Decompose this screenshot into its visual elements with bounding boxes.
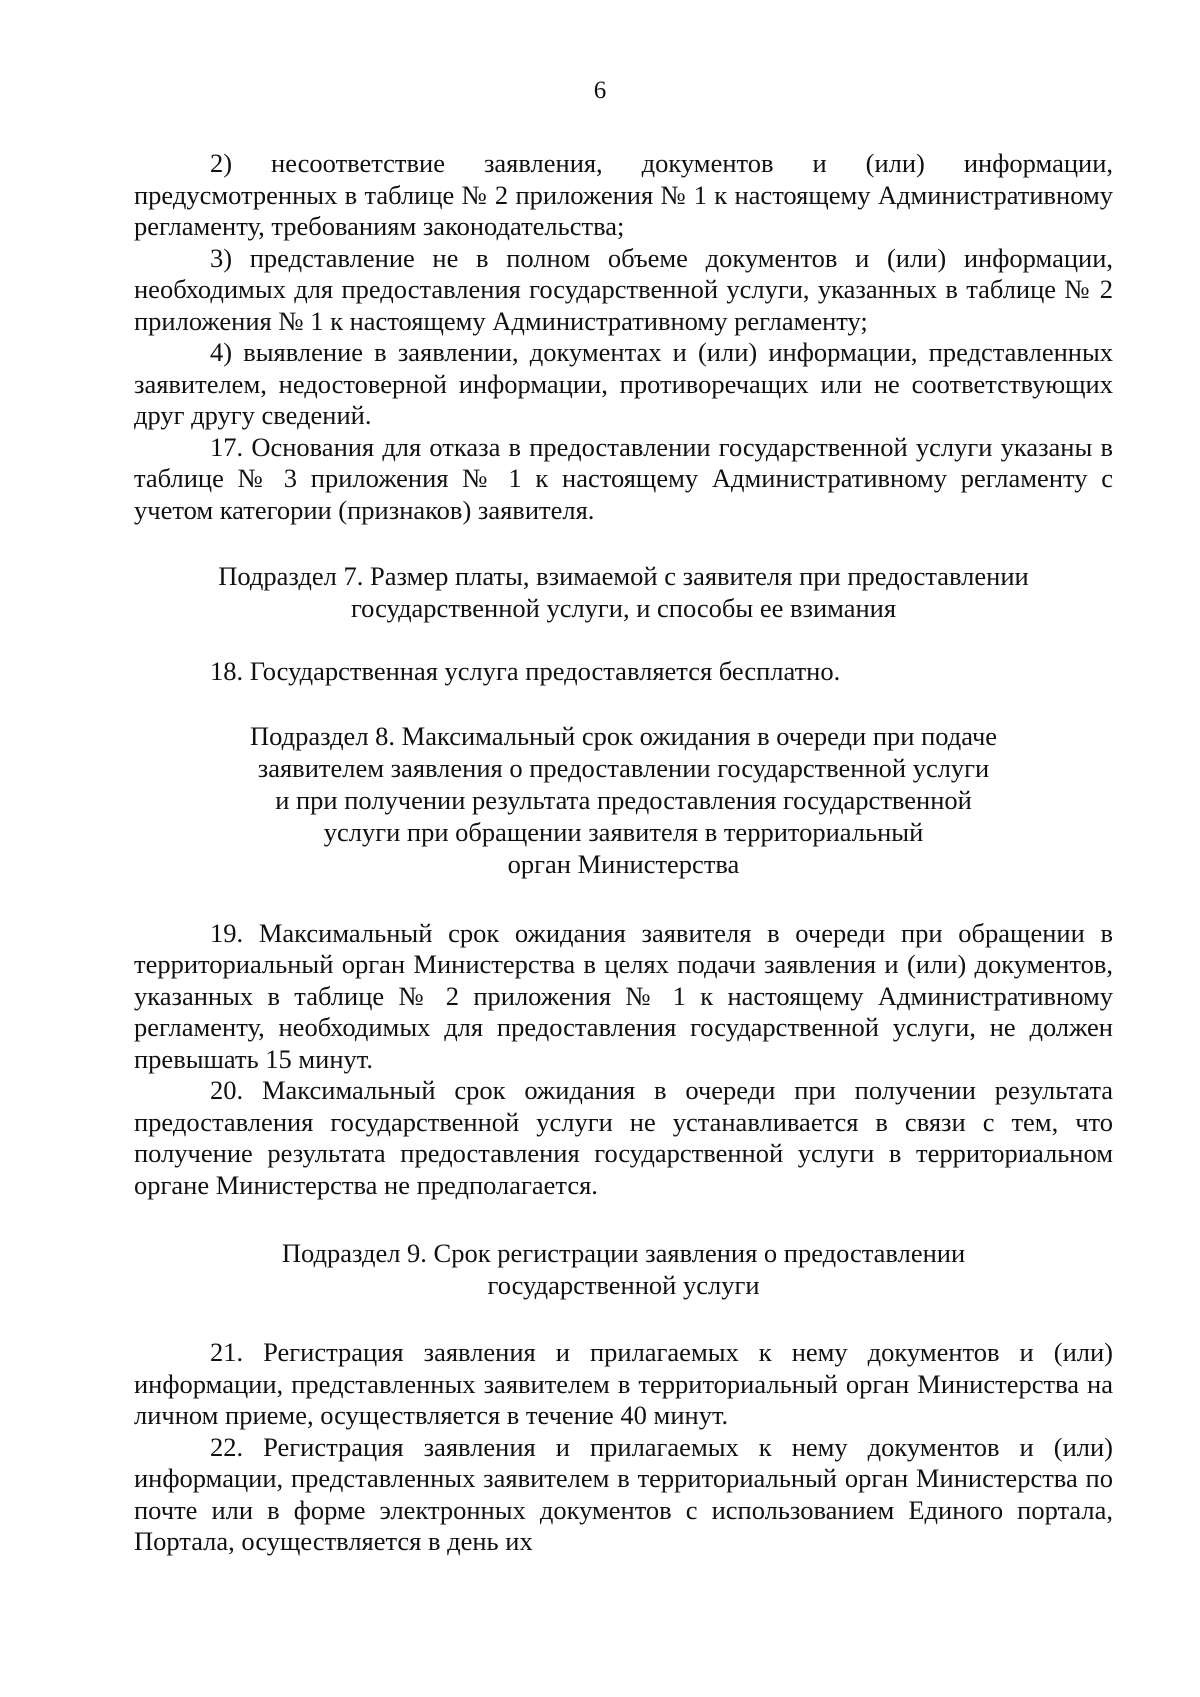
paragraph-21: 21. Регистрация заявления и прилагаемых к нему документов и (или) информации, представленных заявителем в территориальный орган Министерства на личном приеме, осуществляется в течение 40 минут. [134, 1337, 1113, 1430]
document-body [134, 148, 1113, 1558]
heading-line: заявителем заявления о предоставлении государственной услуги [257, 752, 990, 783]
heading-line: государственной услуги [487, 1270, 760, 1300]
paragraph-item-4: 4) выявление в заявлении, документах и (или) информации, представленных заявителем, недостоверной информации, противоречащих или не соответствующих друг другу сведений. [134, 337, 1113, 430]
paragraph-17: 17. Основания для отказа в предоставлении государственной услуги указаны в таблице № 3 приложения № 1 к настоящему Административному регламенту с учетом категории (признаков) заявителя. [134, 431, 1113, 525]
subsection-7-heading [134, 560, 1113, 624]
heading-line: государственной услуги, и способы ее взимания [350, 593, 897, 623]
subsection-8-heading [134, 720, 1113, 880]
paragraph-18: 18. Государственная услуга предоставляется бесплатно. [210, 656, 841, 686]
heading-line: Подраздел 8. Максимальный срок ожидания в очереди при подаче [249, 720, 998, 751]
paragraph-item-2: 2) несоответствие заявления, документов и (или) информации, предусмотренных в таблице № 2 приложения № 1 к настоящему Административному регламенту, требованиям законодательства; [134, 148, 1113, 241]
heading-line: и при получении результата предоставления государственной [275, 784, 972, 815]
heading-line: орган Министерства [507, 848, 740, 879]
heading-line: Подраздел 9. Срок регистрации заявления о предоставлении [281, 1238, 966, 1268]
subsection-9-heading [134, 1237, 1113, 1301]
paragraph-22: 22. Регистрация заявления и прилагаемых к нему документов и (или) информации, представленных заявителем в территориальный орган Министерства по почте или в форме электронных документов с использованием Единого портала, Портала, осуществляется в день их [134, 1431, 1113, 1556]
page-number: 6 [593, 77, 607, 104]
paragraph-20: 20. Максимальный срок ожидания в очереди при получении результата предоставления государственной услуги не устанавливается в связи с тем, что получение результата предоставления государственной услуги в территориальном органе Министерства не предполагается. [134, 1075, 1113, 1200]
heading-line: услуги при обращении заявителя в территориальный [323, 816, 924, 847]
paragraph-19: 19. Максимальный срок ожидания заявителя в очереди при обращении в территориальный орган Министерства в целях подачи заявления и (или) документов, указанных в таблице № 2 приложения № 1 к настоящему Административному регламенту, необходимых для предоставления государственной услуги, не должен превышать 15 минут. [134, 917, 1113, 1074]
paragraph-item-3: 3) представление не в полном объеме документов и (или) информации, необходимых для предоставления государственной услуги, указанных в таблице № 2 приложения № 1 к настоящему Административному регламенту; [134, 242, 1113, 336]
heading-line: Подраздел 7. Размер платы, взимаемой с заявителя при предоставлении [218, 561, 1029, 591]
